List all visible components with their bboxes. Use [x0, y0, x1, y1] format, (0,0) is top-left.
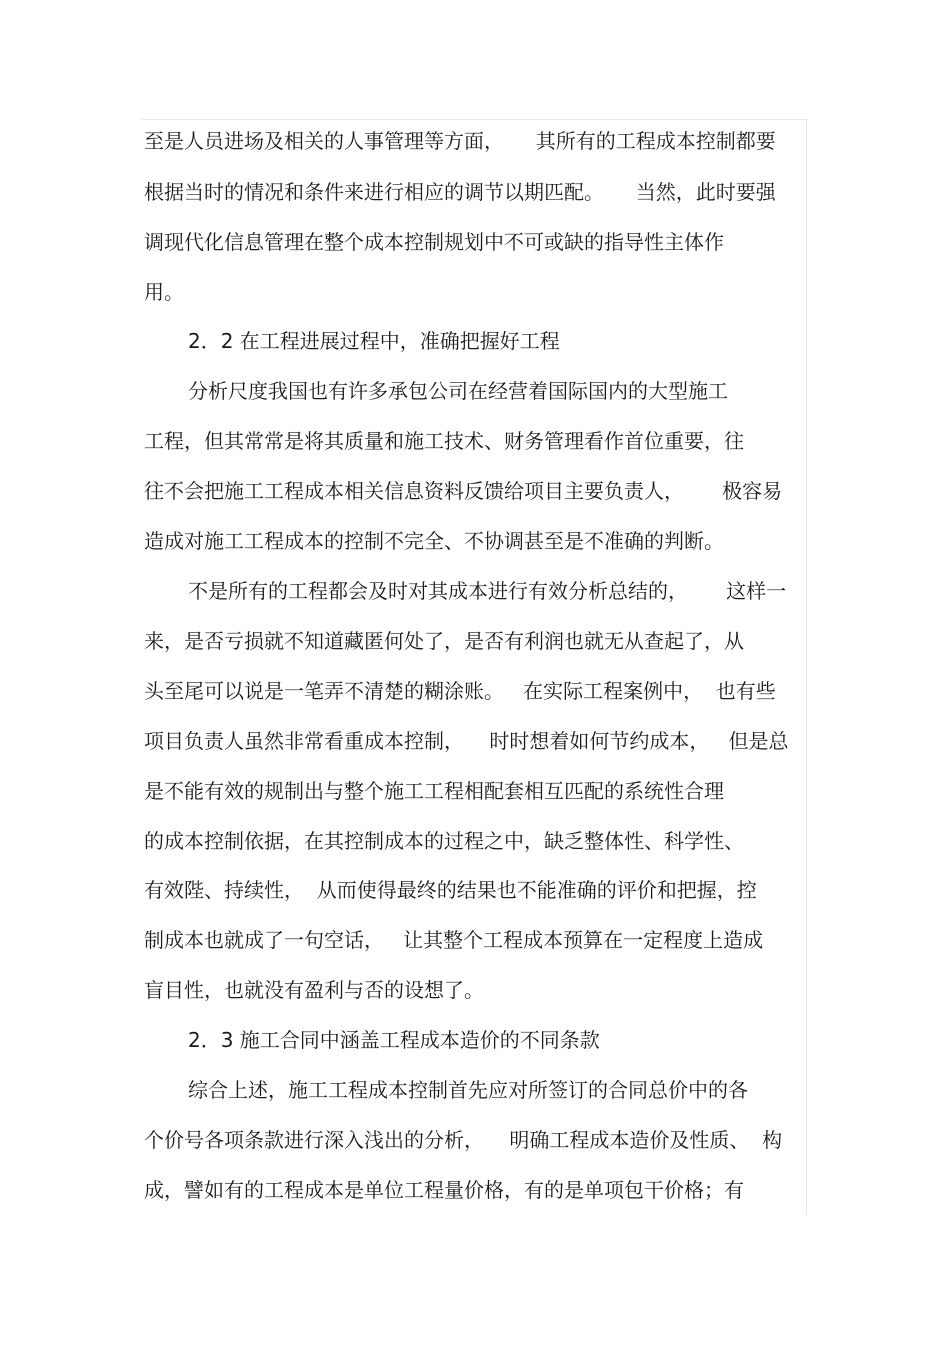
paragraph-line: 项目负责人虽然非常看重成本控制， 时时想着如何节约成本， 但是总 [144, 729, 789, 753]
paragraph-line: 是不能有效的规制出与整个施工工程相配套相互匹配的系统性合理 [144, 779, 724, 803]
paragraph-line: 制成本也就成了一句空话， 让其整个工程成本预算在一定程度上造成 [144, 928, 764, 952]
paragraph-line: 根据当时的情况和条件来进行相应的调节以期匹配。 当然，此时要强 [144, 180, 776, 204]
paragraph-line: 来，是否亏损就不知道藏匿何处了，是否有利润也就无从查起了，从 [144, 629, 744, 653]
paragraph-line: 造成对施工工程成本的控制不完全、不协调甚至是不准确的判断。 [144, 529, 724, 553]
paragraph-line: 头至尾可以说是一笔弄不清楚的糊涂账。 在实际工程案例中， 也有些 [144, 679, 776, 703]
paragraph-line: 至是人员进场及相关的人事管理等方面， 其所有的工程成本控制都要 [144, 129, 776, 153]
paragraph-line: 调现代化信息管理在整个成本控制规划中不可或缺的指导性主体作 [144, 230, 724, 254]
paragraph-line: 分析尺度我国也有许多承包公司在经营着国际国内的大型施工 [188, 379, 728, 403]
paragraph-line: 工程，但其常常是将其质量和施工技术、财务管理看作首位重要，往 [144, 429, 744, 453]
paragraph-line: 个价号各项条款进行深入浅出的分析， 明确工程成本造价及性质、 构 [144, 1128, 783, 1152]
paragraph-line: 有效陛、持续性， 从而使得最终的结果也不能准确的评价和把握，控 [144, 878, 757, 902]
paragraph-line: 用。 [144, 280, 184, 304]
paragraph-line: 的成本控制依据，在其控制成本的过程之中，缺乏整体性、科学性、 [144, 829, 744, 853]
paragraph-line: 不是所有的工程都会及时对其成本进行有效分析总结的， 这样一 [188, 579, 787, 603]
paragraph-line: 成，譬如有的工程成本是单位工程量价格，有的是单项包干价格；有 [144, 1178, 744, 1202]
paragraph-line: 盲目性，也就没有盈利与否的设想了。 [144, 978, 484, 1002]
paragraph-line: 往不会把施工工程成本相关信息资料反馈给项目主要负责人， 极容易 [144, 479, 783, 503]
section-heading: 2．2 在工程进展过程中，准确把握好工程 [188, 329, 560, 353]
section-heading: 2．3 施工合同中涵盖工程成本造价的不同条款 [188, 1028, 600, 1052]
paragraph-line: 综合上述，施工工程成本控制首先应对所签订的合同总价中的各 [188, 1078, 748, 1102]
